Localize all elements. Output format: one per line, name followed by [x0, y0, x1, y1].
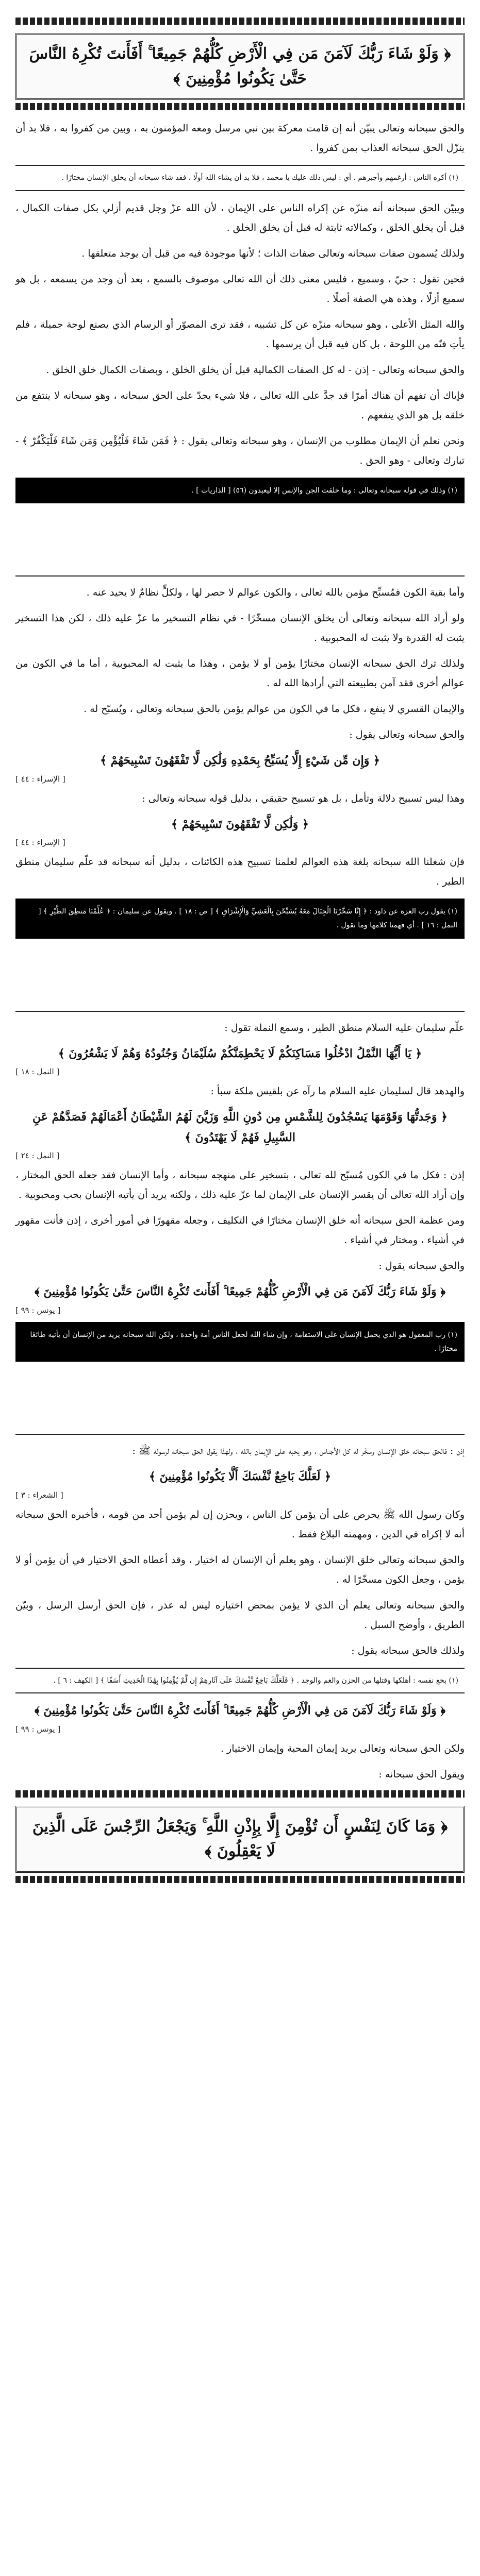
paragraph: والحق سبحانه يقول : — [378, 1260, 465, 1272]
ornament-bar — [15, 18, 465, 25]
ornament-bar — [15, 103, 465, 110]
divider — [15, 1434, 465, 1435]
verse-reference: [ الشعراء : ٣ ] — [15, 1490, 63, 1500]
paragraph: فإن شغلنا الله سبحانه بلغة هذه العوالم لعلمنا تسبيح هذه الكائنات ، بدليل أنه سبحانه قد علّم سليمان منطق الطير . — [15, 856, 465, 888]
paragraph: ويبيّن الحق سبحانه أنه منزّه عن إكراه الناس على الإيمان ، لأن الله عزّ وجل قديم أزلي بكل صفات الكمال ، قبل أن يخلق الخلق ، وكمالاته ثابتة له قبل أن يخلق الخلق . — [15, 202, 465, 233]
page-section-1 — [15, 18, 465, 503]
quran-verse: ﴿ وَلَٰكِن لَّا تَفْقَهُونَ تَسْبِيحَهُمْ ﴾ — [171, 817, 309, 831]
paragraph: والإيمان القسري لا ينفع ، فكل ما في الكون من عوالم يؤمن بالحق سبحانه وتعالى ، ويُسبّح له . — [84, 703, 465, 715]
ornament-bar — [15, 1876, 465, 1883]
paragraph: فحين تقول : حيّ ، وسميع ، فليس معنى ذلك أن الله تعالى موصوف بالسمع ، بعد أن وجد من يسمعه ، بل هو سميع أزلًا ، وهذه هي الصفة أصلًا . — [15, 273, 465, 304]
footnote: (١) أكره الناس : أرغمهم وأجبرهم . أي : ليس ذلك عليك يا محمد ، فلا بد أن يشاء الله أولًا ، فقد شاء سبحانه أن يخلق الإنسان مختارًا . — [15, 165, 465, 191]
paragraph: والحق سبحانه وتعالى يعلم أن الذي لا يؤمن بمحض اختياره ليس له عذر ، فإن الحق أرسل الرسل ، وبيّن الطريق ، وأوضح السبل . — [15, 1599, 465, 1631]
paragraph: ولذلك يُسمون صفات سبحانه وتعالى صفات الذات ؛ لأنها موجودة فيه من قبل أن يوجد متعلقها . — [81, 247, 465, 259]
paragraph: والحق سبحانه وتعالى - إذن - له كل الصفات الكمالية قبل أن يخلق الخلق ، وبصفات الكمال خلق الخلق . — [46, 364, 465, 376]
paragraph: فإياك أن تفهم أن هناك أمرًا قد جدَّ على الله تعالى ، فلا شيء يجدّ على الحق سبحانه ، وهو سبحانه لا ينتفع من خلقه بل هو الذي ينفعهم . — [15, 389, 465, 421]
paragraph: والحق سبحانه وتعالى يبيّن أنه إن قامت معركة بين نبي مرسل ومعه المؤمنون به ، وبين من كفروا به ، فلا بد أن ينزّل الحق سبحانه العذاب بمن كفروا . — [15, 123, 465, 154]
paragraph: علّم سليمان عليه السلام منطق الطير ، وسمع النملة تقول : — [224, 1022, 465, 1033]
quran-verse: ﴿ لَعَلَّكَ بَاخِعٌ نَّفْسَكَ أَلَّا يَكُونُوا مُؤْمِنِينَ ﴾ — [149, 1470, 331, 1484]
divider — [15, 575, 465, 577]
paragraph: ولذلك ترك الحق سبحانه الإنسان مختارًا يؤمن أو لا يؤمن ، وهذا ما يثبت له المحبوبية ، أما ما في الكون من عوالم أخرى فقد آمن بطبيعته التي أرادها الله له . — [15, 658, 465, 689]
verse-reference: [ يونس : ٩٩ ] — [15, 1305, 61, 1315]
quran-verse: ﴿ وَإِن مِّن شَيْءٍ إِلَّا يُسَبِّحُ بِحَمْدِهِ وَلَٰكِن لَّا تَفْقَهُونَ تَسْبِيحَهُمْ ﴾ — [100, 754, 380, 768]
verse-banner: ﴿ وَلَوْ شَاءَ رَبُّكَ لَآمَنَ مَن فِي الْأَرْضِ كُلُّهُمْ جَمِيعًا ۚ أَفَأَنتَ تُكْرِهُ النَّاسَ حَتَّىٰ يَكُونُوا مُؤْمِنِينَ ﴾ — [15, 33, 465, 100]
paragraph: ولو أراد الله سبحانه وتعالى أن يخلق الإنسان مسخّرًا - في نظام التسخير ما عزّ عليه ذلك ، لكن هذا التسخير يثبت له القدرة ولا يثبت له المحبوبية . — [15, 613, 465, 644]
paragraph: إذن : فالحق سبحانه خلق الإنسان وسخّر له كل الأجناس ، وهو يحبه على الإيمان بالله ، ولهذا يقول الحق سبحانه لرسوله ﷺ : — [132, 1445, 465, 1457]
quran-verse: ﴿ وَجَدتُّهَا وَقَوْمَهَا يَسْجُدُونَ لِلشَّمْسِ مِن دُونِ اللَّهِ وَزَيَّنَ لَهُمُ الشَّيْطَانُ أَعْمَالَهُمْ فَصَدَّهُمْ عَنِ السَّبِيلِ فَهُمْ لَا يَهْتَدُونَ ﴾ — [32, 1110, 448, 1144]
paragraph: وهذا ليس تسبيح دلالة وتأمل ، بل هو تسبيح حقيقي ، بدليل قوله سبحانه وتعالى : — [142, 792, 465, 804]
paragraph: وأما بقية الكون فمُسبِّح مؤمن بالله تعالى ، والكون عوالم لا حصر لها ، ولكلٍّ نظامٌ لا يحيد عنه . — [86, 587, 465, 599]
quran-verse: ﴿ وَلَوْ شَاءَ رَبُّكَ لَآمَنَ مَن فِي الْأَرْضِ كُلُّهُمْ جَمِيعًا ۚ أَفَأَنتَ تُكْرِهُ النَّاسَ حَتَّىٰ يَكُونُوا مُؤْمِنِينَ ﴾ — [35, 1704, 445, 1718]
divider — [15, 1011, 465, 1012]
verse-reference: [ الإسراء : ٤٤ ] — [15, 838, 65, 848]
document-page — [15, 0, 465, 1906]
verse-reference: [ يونس : ٩٩ ] — [15, 1724, 61, 1734]
footnote-dark: (١) وذلك في قوله سبحانه وتعالى : وما خلقت الجن والإنس إلا ليعبدون (٥٦) [ الذاريات ] . — [15, 478, 465, 504]
page-section-2 — [15, 575, 465, 938]
paragraph: والهدهد قال لسليمان عليه السلام ما رآه عن بلقيس ملكة سبأ : — [210, 1086, 465, 1097]
paragraph: إذن : فكل ما في الكون مُسبّح لله تعالى ، بتسخير على منهجه سبحانه ، وأما الإنسان فقد جعله الحق المختار ، وإن أراد الله تعالى أن يقسر الإنسان على الإيمان لما عزّ عليه ذلك ، ولكنه يريد أن يأتيه الإنسان بحب ومحبوبية . — [15, 1170, 465, 1201]
verse-banner: ﴿ وَمَا كَانَ لِنَفْسٍ أَن تُؤْمِنَ إِلَّا بِإِذْنِ اللَّهِ ۚ وَيَجْعَلُ الرِّجْسَ عَلَى الَّذِينَ لَا يَعْقِلُونَ ﴾ — [15, 1806, 465, 1873]
paragraph: والحق سبحانه وتعالى يقول : — [349, 729, 465, 741]
verse-reference: [ الإسراء : ٤٤ ] — [15, 774, 65, 784]
footnote-dark: (١) رب المعقول هو الذي يحمل الإنسان على الاستقامة ، وإن شاء الله لجعل الناس أمة واحدة ، ولكن الله سبحانه يريد من الإنسان أن يأتيه طائعًا مختارًا . — [15, 1322, 465, 1362]
verse-reference: [ النمل : ١٨ ] — [15, 1067, 60, 1077]
paragraph: والله المثل الأعلى ، وهو سبحانه منزّه عن كل تشبيه ، فقد ترى المصوّر أو الرسام الذي يصنع لوحة جميلة ، فلم يأتِ فنّه من اللوحة ، بل كان فيه قبل أن يرسمها . — [15, 318, 465, 350]
paragraph: ولذلك فالحق سبحانه يقول : — [351, 1645, 465, 1656]
paragraph: ونحن نعلم أن الإيمان مطلوب من الإنسان ، وهو سبحانه وتعالى يقول : ﴿ فَمَن شَاءَ فَلْيُؤْمِن وَمَن شَاءَ فَلْيَكْفُرْ ﴾ - تبارك وتعالى - وهو الحق . — [15, 435, 465, 466]
quran-verse: ﴿ يَا أَيُّهَا النَّمْلُ ادْخُلُوا مَسَاكِنَكُمْ لَا يَحْطِمَنَّكُمْ سُلَيْمَانُ وَجُنُودُهُ وَهُمْ لَا يَشْعُرُونَ ﴾ — [58, 1046, 422, 1060]
page-section-4 — [15, 1434, 465, 1883]
quran-verse: ﴿ وَلَوْ شَاءَ رَبُّكَ لَآمَنَ مَن فِي الْأَرْضِ كُلُّهُمْ جَمِيعًا ۚ أَفَأَنتَ تُكْرِهُ النَّاسَ حَتَّىٰ يَكُونُوا مُؤْمِنِينَ ﴾ — [35, 1285, 445, 1299]
page-section-3 — [15, 1011, 465, 1362]
paragraph: ويقول الحق سبحانه : — [378, 1768, 465, 1780]
ornament-bar — [15, 1790, 465, 1798]
paragraph: ومن عظمة الحق سبحانه أنه خلق الإنسان مختارًا في التكليف ، وجعله مقهورًا في أمور أخرى ، إذن فأنت مقهور في أشياء ، ومختار في أشياء . — [15, 1215, 465, 1246]
footnote-dark: (١) يقول رب العزة عن داود : ﴿ إِنَّا سَخَّرْنَا الْجِبَالَ مَعَهُ يُسَبِّحْنَ بِالْعَشِيِّ وَالْإِشْرَاقِ ﴾ [ ص : ١٨ ] . ويقول عن سليمان : ﴿ عُلِّمْنَا مَنطِقَ الطَّيْرِ ﴾ [ النمل : ١٦ ] . أي فهمنا كلامها وما تقول . — [15, 899, 465, 938]
paragraph: وكان رسول الله ﷺ يحرص على أن يؤمن كل الناس ، ويحزن إن لم يؤمن أحد من قومه ، فأخبره الحق سبحانه أنه لا إكراه في الدين ، ومهمته البلاغ فقط . — [15, 1509, 465, 1540]
paragraph: ولكن الحق سبحانه وتعالى يريد إيمان المحبة وإيمان الاختيار . — [220, 1742, 465, 1754]
verse-reference: [ النمل : ٢٤ ] — [15, 1151, 60, 1161]
footnote: (١) بخع نفسه : أهلكها وقتلها من الحزن والغم والوجد . ﴿ فَلَعَلَّكَ بَاخِعٌ نَّفْسَكَ عَلَىٰ آثَارِهِمْ إِن لَّمْ يُؤْمِنُوا بِهَٰذَا الْحَدِيثِ أَسَفًا ﴾ [ الكهف : ٦ ] . — [15, 1668, 465, 1694]
paragraph: والحق سبحانه وتعالى خلق الإنسان ، وهو يعلم أن الإنسان له اختيار ، وقد أعطاه الحق الاختيار في أن يؤمن أو لا يؤمن ، وجعل الكون مسخّرًا له . — [15, 1554, 465, 1585]
